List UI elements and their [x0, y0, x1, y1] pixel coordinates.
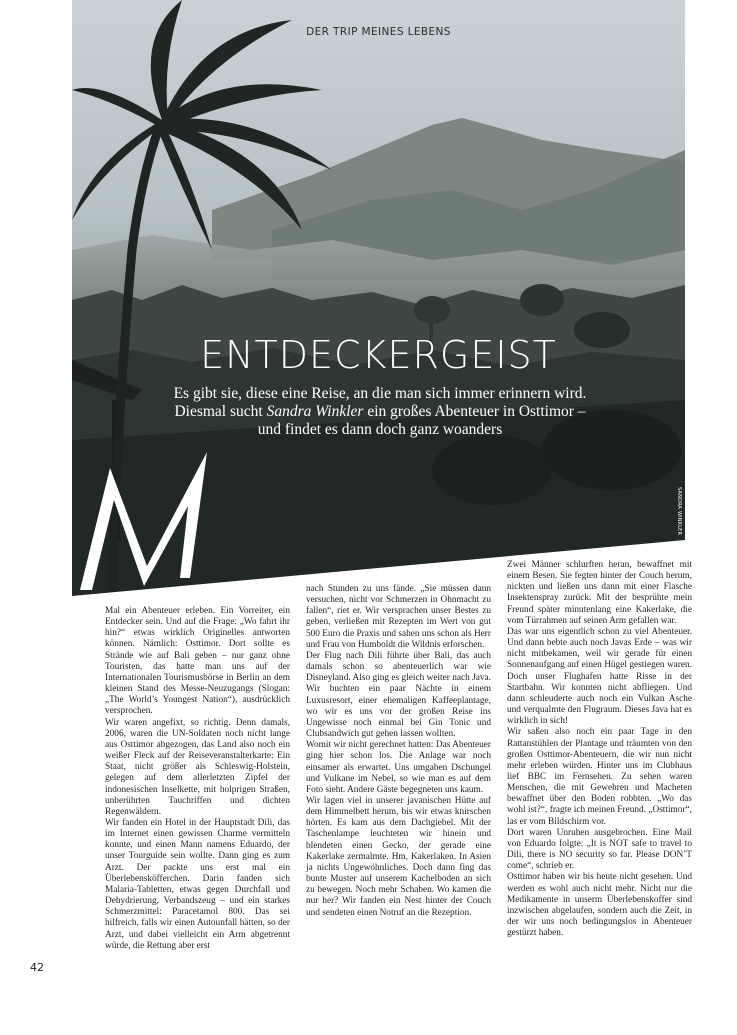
paragraph: Wir saßen also noch ein paar Tage in den Rattanstühlen der Plantage und träumten von den großen Osttimor-Abenteuern, die wir nun nicht mehr erleben würden. Hinter uns im Clubhaus lief BBC im Fernsehen. Zu sehen waren Menschen, die mit Gewehren und Macheten bewaffnet über den Boden robbten. „Wo das wohl ist?“, fragte ich meinen Freund. „Osttimor“, las er vom Bildschirm vor.	[507, 727, 692, 827]
paragraph: Wir waren angefixt, so richtig. Denn damals, 2006, waren die UN-Soldaten noch nicht lange aus Osttimor abgezogen, das Land also noch ein weißer Fleck auf der Reiseveranstalterkarte: Ein Staat, nicht größer als Schleswig-Holstein, gelegen auf dem allerletzten Zipfel der indonesischen Inselkette, mit holprigen Straßen, unberührten Tauchriffen und dichten Regenwäldern.	[105, 717, 290, 817]
paragraph: Dort waren Unruhen ausgebrochen. Eine Mail von Eduardo folgte: „It is NOT safe to travel to Dili, there is NO security so far. Please DON’T come“, schrieb er.	[507, 827, 692, 872]
lede-line-3: und findet es dann doch ganz woanders	[257, 421, 503, 438]
author-name: Sandra Winkler	[266, 403, 364, 420]
lede-line-2	[120, 403, 640, 421]
page-number: 42	[30, 961, 44, 974]
paragraph: Wir lagen viel in unserer javanischen Hütte auf dem Himmelbett herum, bis wir etwas knirschen hörten. Es kam aus dem Dachgiebel. Mit der Taschenlampe leuchteten wir hinein und blendeten einen Gecko, der gerade eine Kakerlake zermalmte. Hm, Kakerlaken. In Asien ja nichts Ungewöhnliches. Doch dann fing das bunte Muster auf unserem Kachelboden an sich zu bewegen. Noch mehr Schaben. Wo kamen die nur her? Wir fanden ein Nest hinter der Couch und sendeten einen Notruf an die Rezeption.	[306, 795, 491, 918]
paragraph: Mal ein Abenteuer erleben. Ein Vorreiter, ein Entdecker sein. Und auf die Frage: „Wo fahrt ihr hin?“ etwas wirklich Originelles antworten können. Nämlich: Osttimor. Dort sollte es Strände wie auf Bali geben – nur ganz ohne Touristen, das hatte man uns auf der Internationalen Tourismusbörse in Berlin an dem kleinen Stand des Messe-Neuzugangs (Slogan: „The World’s Youngest Nation“), ausdrücklich versprochen.	[105, 606, 290, 717]
paragraph: nach Stunden zu uns fände. „Sie müssen dann versuchen, nicht vor Schmerzen in Ohnmacht zu fallen“, riet er. Wir versprachen unser Bestes zu geben, verließen mit Rezepten im Wert von gut 500 Euro die Praxis und sahen uns schon als Herr und Frau von Humboldt die Wildnis erforschen.	[306, 584, 491, 650]
hero-photo	[72, 0, 685, 600]
text-column-1	[105, 606, 290, 952]
paragraph: Zwei Männer schlurften heran, bewaffnet mit einem Besen. Sie fegten hinter der Couch herum, nickten und ließen uns dann mit einer Flasche Insektenspray zurück. Mit der besprühte mein Freund später minutenlang eine Kakerlake, die vom Türrahmen auf seinen Arm gefallen war.	[507, 560, 692, 626]
text-column-2	[306, 584, 491, 919]
paragraph: Wir fanden ein Hotel in der Hauptstadt Dili, das im Internet einen gewissen Charme vermitteln konnte, und einen Mann namens Eduardo, der unser Tourguide sein wollte. Dann ging es zum Arzt. Der packte uns erst mal ein Überlebensköfferchen. Darin fanden sich Malaria-Tabletten, etwas gegen Durchfall und Dehydrierung, Verbandszeug – und ein starkes Schmerzmittel: Paracetamol 800. Das sei hilfreich, falls wir einen Autounfall hätten, so der Arzt, und dabei vielleicht ein Arm abgetrennt würde, die Rettung aber erst	[105, 817, 290, 951]
lede-text: Diesmal sucht	[174, 403, 267, 420]
jungle-landscape-image	[72, 0, 685, 600]
text-column-3	[507, 560, 692, 939]
paragraph: Der Flug nach Dili führte über Bali, das auch damals schon so abenteuerlich war wie Disneyland. Also ging es gleich weiter nach Java. Wir buchten ein paar Nächte in einem Luxusresort, einer ehemaligen Kaffeeplantage, wo wir es uns vor der großen Reise ins Ungewisse noch einmal bei Gin Tonic und Clubsandwich gut gehen lassen wollten.	[306, 650, 491, 740]
paragraph: Osttimor haben wir bis heute nicht gesehen. Und werden es wohl auch nicht mehr. Nicht nur die Medikamente in unserm Überlebenskoffer sind inzwischen abgelaufen, sondern auch die Zeit, in der wir uns noch bedingungslos in Abenteuer gestürzt haben.	[507, 872, 692, 939]
section-kicker: DER TRIP MEINES LEBENS	[306, 26, 451, 38]
lede-text: ein großes Abenteuer in Osttimor –	[363, 403, 586, 420]
paragraph: Womit wir nicht gerechnet hatten: Das Abenteuer ging hier schon los. Die Anlage war noch einsamer als erwartet. Uns umgaben Dschungel und Vulkane im Nebel, so wie man es auf dem Foto sieht. Andere Gäste begegneten uns kaum.	[306, 740, 491, 795]
paragraph: Das war uns eigentlich schon zu viel Abenteuer. Und dann bebte auch noch Javas Erde – was wir nicht mitbekamen, weil wir gerade für einen Sonnenaufgang auf einen Hügel gestiegen waren. Doch unser Flughafen hatte Risse in der Startbahn. Wir konnten nicht abfliegen. Und dann schleuderte auch noch ein Vulkan Asche und verqualmte den Flugraum. Dieses Java hat es wirklich in sich!	[507, 626, 692, 727]
photo-credit: SANDRA WINKLER	[676, 487, 682, 536]
lede-line-1: Es gibt sie, diese eine Reise, an die man sich immer erinnern wird.	[173, 385, 587, 402]
article-lede	[120, 385, 640, 439]
article-headline: ENTDECKERGEIST	[200, 333, 557, 377]
